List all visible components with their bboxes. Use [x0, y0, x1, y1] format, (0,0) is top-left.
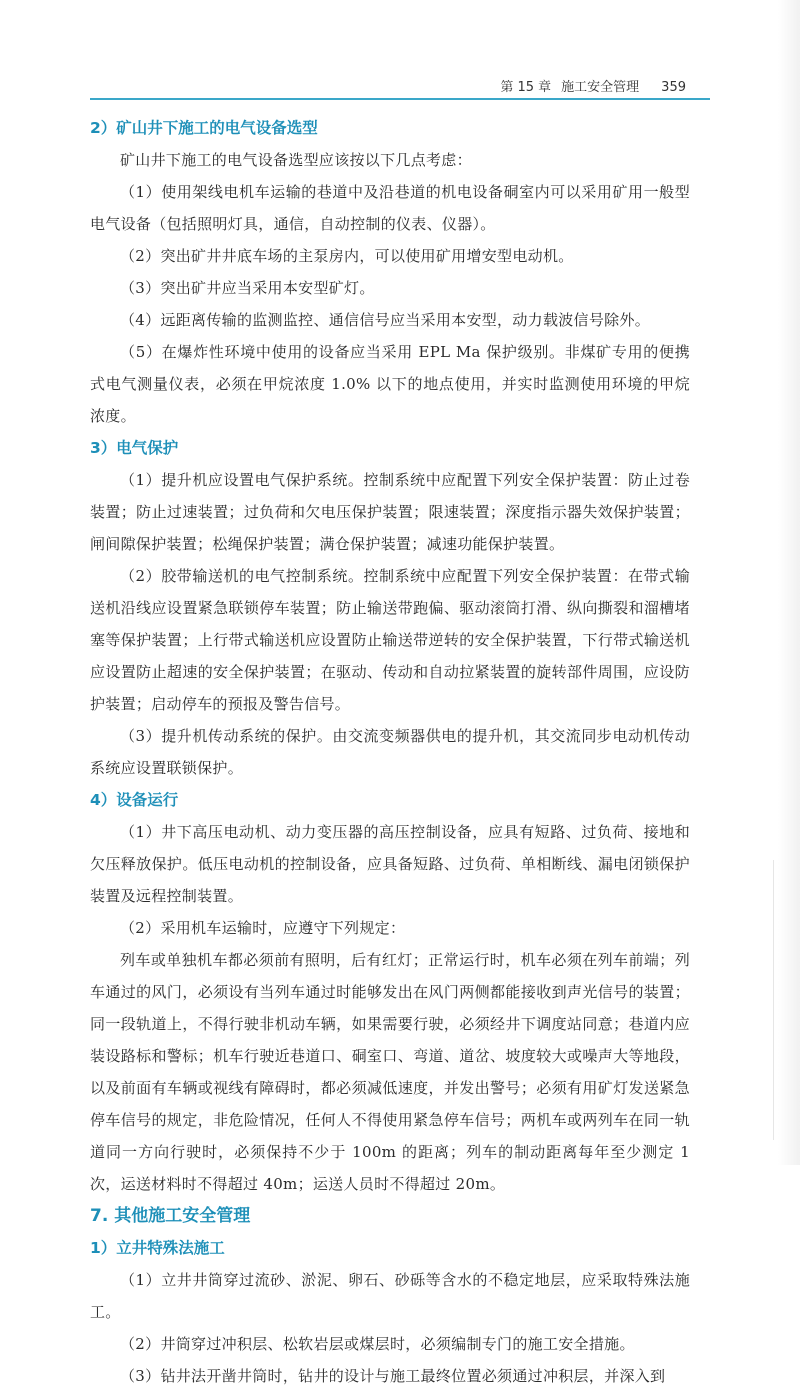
page-body [90, 112, 690, 1392]
paragraph: （1）井下高压电动机、动力变压器的高压控制设备，应具有短路、过负荷、接地和欠压释放保护。低压电动机的控制设备，应具备短路、过负荷、单相断线、漏电闭锁保护装置及远程控制装置。 [90, 823, 690, 905]
page-gutter-line [773, 860, 774, 1140]
paragraph: （2）采用机车运输时，应遵守下列规定： [120, 919, 406, 937]
chapter-number: 第 15 章 [500, 80, 552, 95]
section-heading: 1）立井特殊法施工 [90, 1239, 225, 1257]
paragraph: （4）远距离传输的监测监控、通信信号应当采用本安型，动力载波信号除外。 [120, 311, 651, 329]
paragraph: （2）井筒穿过冲积层、松软岩层或煤层时，必须编制专门的施工安全措施。 [120, 1335, 635, 1353]
chapter-subsection-heading: 7. 其他施工安全管理 [90, 1206, 251, 1226]
paragraph: （1）提升机应设置电气保护系统。控制系统中应配置下列安全保护装置：防止过卷装置；防止过速装置；过负荷和欠电压保护装置；限速装置；深度指示器失效保护装置；闸间隙保护装置；松绳保护装置；满仓保护装置；减速功能保护装置。 [90, 471, 690, 553]
paragraph: （5）在爆炸性环境中使用的设备应当采用 EPL Ma 保护级别。非煤矿专用的便携式电气测量仪表，必须在甲烷浓度 1.0% 以下的地点使用，并实时监测使用环境的甲烷浓度。 [90, 343, 690, 425]
section-heading: 2）矿山井下施工的电气设备选型 [90, 119, 318, 137]
header-rule [90, 98, 710, 100]
running-header [90, 72, 710, 100]
paragraph: 列车或单独机车都必须前有照明，后有红灯；正常运行时，机车必须在列车前端；列车通过的风门，必须设有当列车通过时能够发出在风门两侧都能接收到声光信号的装置；同一段轨道上，不得行驶非机动车辆，如果需要行驶，必须经井下调度站同意；巷道内应装设路标和警标；机车行驶近巷道口、硐室口、弯道、道岔、坡度较大或噪声大等地段，以及前面有车辆或视线有障碍时，都必须减低速度，并发出警号；必须有用矿灯发送紧急停车信号的规定，非危险情况，任何人不得使用紧急停车信号；两机车或两列车在同一轨道同一方向行驶时，必须保持不少于 100m 的距离；列车的制动距离每年至少测定 1 次，运送材料时不得超过 40m；运送人员时不得超过 20m。 [90, 951, 690, 1193]
paragraph: （1）立井井筒穿过流砂、淤泥、卵石、砂砾等含水的不稳定地层，应采取特殊法施工。 [90, 1271, 690, 1321]
paragraph: （3）提升机传动系统的保护。由交流变频器供电的提升机，其交流同步电动机传动系统应设置联锁保护。 [90, 727, 690, 777]
paragraph: （2）突出矿井井底车场的主泵房内，可以使用矿用增安型电动机。 [120, 247, 574, 265]
paragraph: （3）钻井法开凿井筒时，钻井的设计与施工最终位置必须通过冲积层，并深入到 [120, 1367, 666, 1385]
paragraph: （3）突出矿井应当采用本安型矿灯。 [120, 279, 375, 297]
section-heading: 3）电气保护 [90, 439, 179, 457]
page-number: 359 [661, 80, 686, 95]
paragraph: （1）使用架线电机车运输的巷道中及沿巷道的机电设备硐室内可以采用矿用一般型电气设备（包括照明灯具，通信，自动控制的仪表、仪器）。 [90, 183, 690, 233]
section-heading: 4）设备运行 [90, 791, 179, 809]
page-edge-shadow [778, 0, 800, 1165]
paragraph: （2）胶带输送机的电气控制系统。控制系统中应配置下列安全保护装置：在带式输送机沿线应设置紧急联锁停车装置；防止输送带跑偏、驱动滚筒打滑、纵向撕裂和溜槽堵塞等保护装置；上行带式输送机应设置防止输送带逆转的安全保护装置，下行带式输送机应设置防止超速的安全保护装置；在驱动、传动和自动拉紧装置的旋转部件周围，应设防护装置；启动停车的预报及警告信号。 [90, 567, 690, 713]
running-header-text [490, 76, 686, 95]
paragraph: 矿山井下施工的电气设备选型应该按以下几点考虑： [120, 151, 472, 169]
chapter-title: 施工安全管理 [561, 80, 640, 95]
